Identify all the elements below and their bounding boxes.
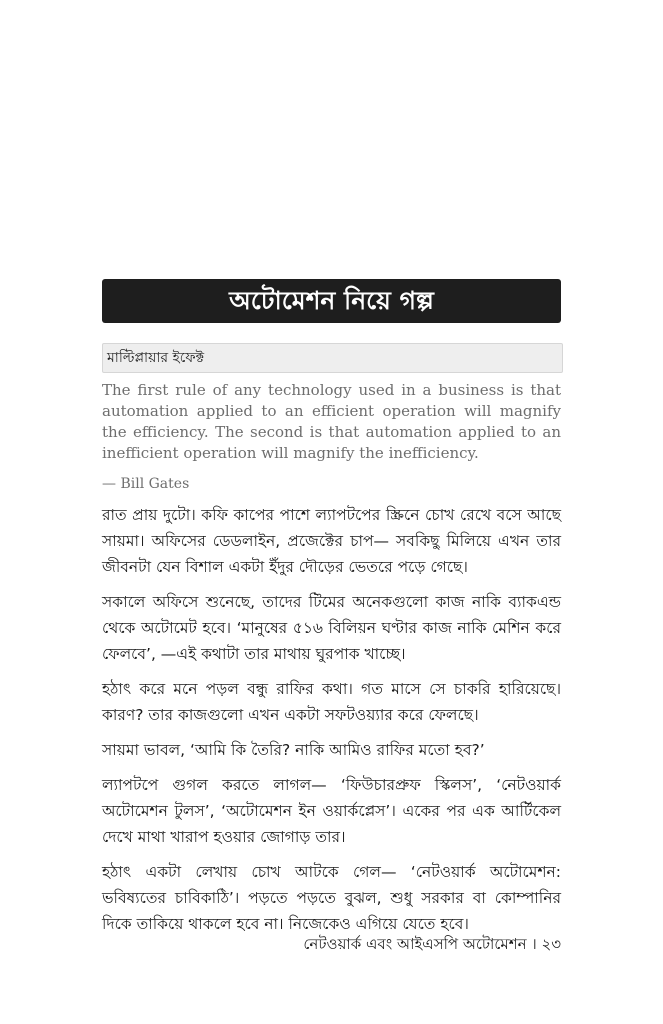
paragraph: সায়মা ভাবল, ‘আমি কি তৈরি? নাকি আমিও রাফির মতো হব?’ [102, 741, 485, 759]
epigraph-author: — Bill Gates [102, 476, 190, 492]
paragraph: রাত প্রায় দুটো। কফি কাপের পাশে ল্যাপটপের স্ক্রিনে চোখ রেখে বসে আছে সায়মা। অফিসের ডেডলাইন, প্রজেক্টের চাপ— সবকিছু মিলিয়ে এখন তার জীবনটা যেন বিশাল একটা ইঁদুর দৌড়ের ভেতরে পড়ে গেছে। [102, 506, 561, 576]
epigraph-quote: The first rule of any technology used in a business is that automation applied to an efficient operation will magnify the efficiency. The second is that automation applied to an inefficient operation will magnify the inefficiency. [102, 381, 561, 462]
paragraph: সকালে অফিসে শুনেছে, তাদের টিমের অনেকগুলো কাজ নাকি ব্যাকএন্ড থেকে অটোমেট হবে। ‘মানুষের ৫১৬ বিলিয়ন ঘণ্টার কাজ নাকি মেশিন করে ফেলবে’, —এই কথাটা তার মাথায় ঘুরপাক খাচ্ছে। [102, 593, 561, 663]
paragraph: হঠাৎ করে মনে পড়ল বন্ধু রাফির কথা। গত মাসে সে চাকরি হারিয়েছে। কারণ? তার কাজগুলো এখন একটা সফটওয়্যার করে ফেলছে। [102, 680, 561, 724]
body-text [102, 502, 561, 946]
page-footer: নেটওয়ার্ক এবং আইএসপি অটোমেশন । ২৩ [303, 935, 561, 953]
paragraph: হঠাৎ একটা লেখায় চোখ আটকে গেল— ‘নেটওয়ার্ক অটোমেশন: ভবিষ্যতের চাবিকাঠি’। পড়তে পড়তে বুঝল, শুধু সরকার বা কোম্পানির দিকে তাকিয়ে থাকলে হবে না। নিজেকেও এগিয়ে যেতে হবে। [102, 863, 561, 933]
paragraph: ল্যাপটপে গুগল করতে লাগল— ‘ফিউচারপ্রুফ স্কিলস’, ‘নেটওয়ার্ক অটোমেশন টুলস’, ‘অটোমেশন ইন ওয়ার্কপ্লেস’। একের পর এক আর্টিকেল দেখে মাথা খারাপ হওয়ার জোগাড় তার। [102, 776, 561, 846]
section-heading: মাল্টিপ্লায়ার ইফেক্ট [102, 343, 563, 373]
chapter-title: অটোমেশন নিয়ে গল্প [102, 279, 561, 323]
book-page [102, 0, 561, 1024]
